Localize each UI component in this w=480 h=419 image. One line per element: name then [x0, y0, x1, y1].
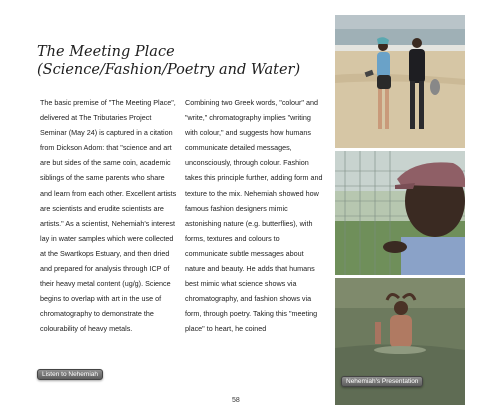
text-column-right — [185, 95, 323, 337]
paragraph: The basic premise of "The Meeting Place", delivered at The Tributaries Project Seminar (May 24) is captured in a citation from Dickson Adom: that "science and art are but sides of the same coin, academic siblings of the same parents who share and learn from each other. Excellent artists are scientists and erudite scientists are artists." As a scientist, Nehemiah's interest lay in water samples which were collected at the Swartkops Estuary, and then dried and prepared for analysis through ICP of their heavy metal content (ug/g). Science begins to overlap with art in the use of chromatography to demonstrate the colourability of heavy metals. — [40, 98, 177, 334]
page-title: The Meeting Place (Science/Fashion/Poetry and Water) — [37, 44, 301, 78]
presentation-button[interactable]: Nehemiah's Presentation — [341, 376, 423, 387]
portrait-photo — [335, 151, 465, 275]
listen-audio-button[interactable]: Listen to Nehemiah — [37, 369, 103, 380]
page-number: 58 — [232, 397, 240, 404]
paragraph: Combining two Greek words, "colour" and "write," chromatography implies "writing with colour," and suggests how humans communicate detailed messages, unconsciously, through colour. Fashion takes this principle further, adding form and texture to the mix. Nehemiah showed how famous fashion designers mimic astonishing nature (e.g. butterflies), with forms, textures and colours to communicate subtle messages about nature and beauty. He adds that humans best mimic what science shows via chromatography, and fashion shows via form, through poetry. Taking this "meeting place" to heart, he coined — [185, 98, 323, 334]
text-column-left — [40, 95, 178, 337]
photo-strip — [335, 15, 465, 405]
beach-photo — [335, 15, 465, 148]
